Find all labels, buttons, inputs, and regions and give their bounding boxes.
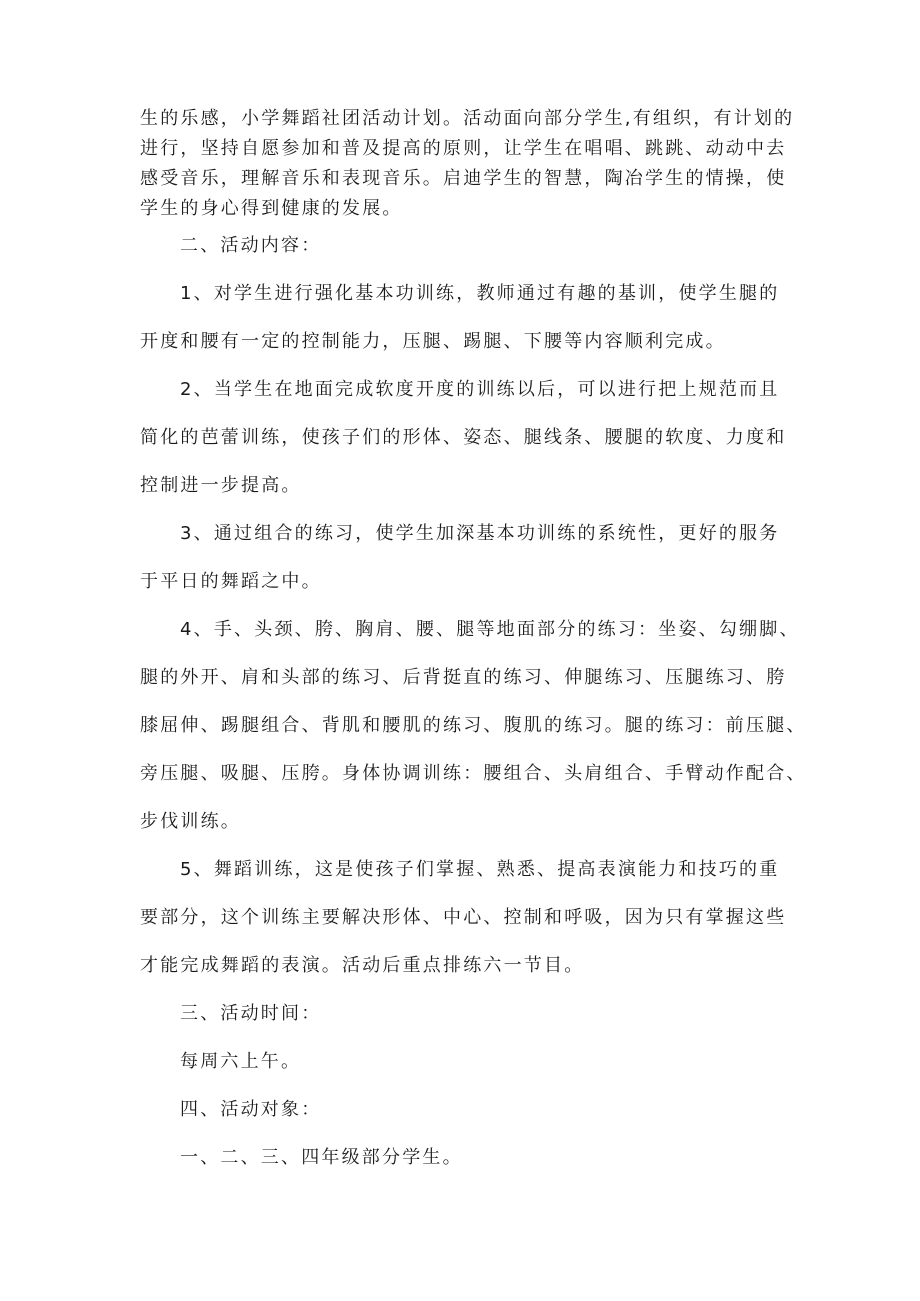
text-line: 才能完成舞蹈的表演。活动后重点排练六一节目。 xyxy=(140,955,585,976)
section-heading: 三、活动时间： xyxy=(180,1003,322,1024)
text-line: 3、通过组合的练习，使学生加深基本功训练的系统性，更好的服务 xyxy=(180,523,780,544)
section3 xyxy=(140,990,790,1086)
text-line: 生的乐感，小学舞蹈社团活动计划。活动面向部分学生,有组织，有计划的 xyxy=(140,108,795,129)
text-line: 于平日的舞蹈之中。 xyxy=(140,571,322,592)
text-line: 学生的身心得到健康的发展。 xyxy=(140,198,403,219)
intro-paragraph xyxy=(140,104,795,224)
text-line: 2、当学生在地面完成软度开度的训练以后，可以进行把上规范而且 xyxy=(180,379,780,400)
section-heading: 二、活动内容： xyxy=(180,235,322,256)
text-line: 进行，坚持自愿参加和普及提高的原则，让学生在唱唱、跳跳、动动中去 xyxy=(140,138,787,159)
text-line: 膝屈伸、踢腿组合、背肌和腰肌的练习、腹肌的练习。腿的练习：前压腿、 xyxy=(140,715,807,736)
text-line: 5、舞蹈训练，这是使孩子们掌握、熟悉、提高表演能力和技巧的重 xyxy=(180,859,780,880)
text-line: 开度和腰有一定的控制能力，压腿、踢腿、下腰等内容顺利完成。 xyxy=(140,331,726,352)
text-line: 感受音乐，理解音乐和表现音乐。启迪学生的智慧，陶冶学生的情操，使 xyxy=(140,168,787,189)
text-line: 控制进一步提高。 xyxy=(140,475,302,496)
text-line: 1、对学生进行强化基本功训练，教师通过有趣的基训，使学生腿的 xyxy=(180,283,780,304)
section-body: 一、二、三、四年级部分学生。 xyxy=(180,1147,463,1168)
item4-paragraph xyxy=(140,606,807,846)
text-line: 步伐训练。 xyxy=(140,811,241,832)
text-line: 要部分，这个训练主要解决形体、中心、控制和呼吸，因为只有掌握这些 xyxy=(140,907,787,928)
section-heading: 四、活动对象： xyxy=(180,1099,322,1120)
section-body: 每周六上午。 xyxy=(180,1051,302,1072)
section2-heading xyxy=(140,222,790,270)
item3-paragraph xyxy=(140,510,790,606)
item2-paragraph xyxy=(140,366,790,510)
text-line: 旁压腿、吸腿、压胯。身体协调训练：腰组合、头肩组合、手臂动作配合、 xyxy=(140,763,807,784)
text-line: 腿的外开、肩和头部的练习、后背挺直的练习、伸腿练习、压腿练习、胯 xyxy=(140,667,787,688)
text-line: 4、手、头颈、胯、胸肩、腰、腿等地面部分的练习：坐姿、勾绷脚、 xyxy=(180,619,800,640)
item1-paragraph xyxy=(140,270,790,366)
text-line: 简化的芭蕾训练，使孩子们的形体、姿态、腿线条、腰腿的软度、力度和 xyxy=(140,427,787,448)
item5-paragraph xyxy=(140,846,790,990)
section4 xyxy=(140,1086,790,1182)
